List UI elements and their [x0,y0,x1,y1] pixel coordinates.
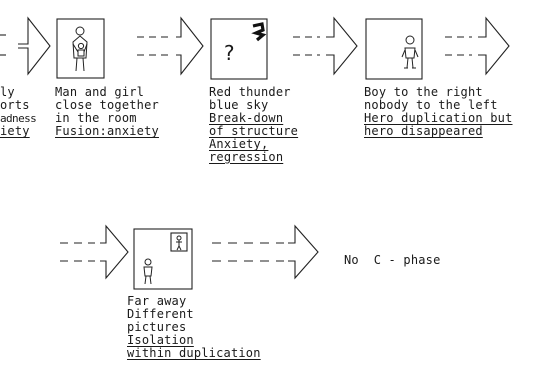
stage-5-line-4: Isolation [127,333,194,347]
far-away-figure-drawing [176,236,182,250]
stage-1-line-2: orts [0,98,30,112]
stage-1-line-1: ly [0,85,15,99]
stage-3-line-2: blue sky [209,98,269,112]
stage-4-line-1: Boy to the right [364,85,483,99]
arrow-3 [293,18,357,74]
thunder-cloud-drawing [253,24,263,40]
stage-3-label [209,86,298,164]
stage-2-line-4: Fusion:anxiety [55,124,159,138]
stage-2-line-2: close together [55,98,159,112]
stage-5-label [127,295,261,360]
stage-4-line-2: nobody to the left [364,98,498,112]
stage-5-line-5: within duplication [127,346,261,360]
stage-5-line-1: Far away [127,294,187,308]
question-mark-symbol: ? [223,41,236,65]
boy-right-drawing [402,36,418,68]
picture-box-2 [211,19,267,79]
stage-5-line-2: Different [127,307,194,321]
final-note: No C - phase [344,253,441,267]
stage-3-line-4: of structure [209,124,299,138]
stage-1-line-3: adness [0,112,37,125]
stage-2-line-3: in the room [55,111,137,125]
stage-3-line-3: Break-down [209,111,284,125]
picture-box-4 [134,229,192,289]
stage-4-line-4: hero disappeared [364,124,483,138]
stage-1-line-4: iety [0,124,30,138]
man-and-girl-drawing [73,27,87,71]
picture-box-3 [366,19,422,79]
small-figure-drawing [144,259,152,284]
stage-2-line-1: Man and girl [55,85,145,99]
stage-3-line-6: regression [209,150,284,164]
stage-1-label [0,86,36,138]
arrow-2 [137,18,203,74]
stage-5-line-3: pictures [127,320,187,334]
stage-3-line-1: Red thunder [209,85,291,99]
stage-4-line-3: Hero duplication but [364,111,513,125]
arrow-5 [60,226,128,278]
arrow-4 [445,18,509,74]
stage-2-label [55,86,159,138]
arrow-6 [212,226,318,278]
arrow-1 [0,18,50,74]
stage-3-line-5: Anxiety, [209,137,269,151]
stage-4-label [364,86,513,138]
